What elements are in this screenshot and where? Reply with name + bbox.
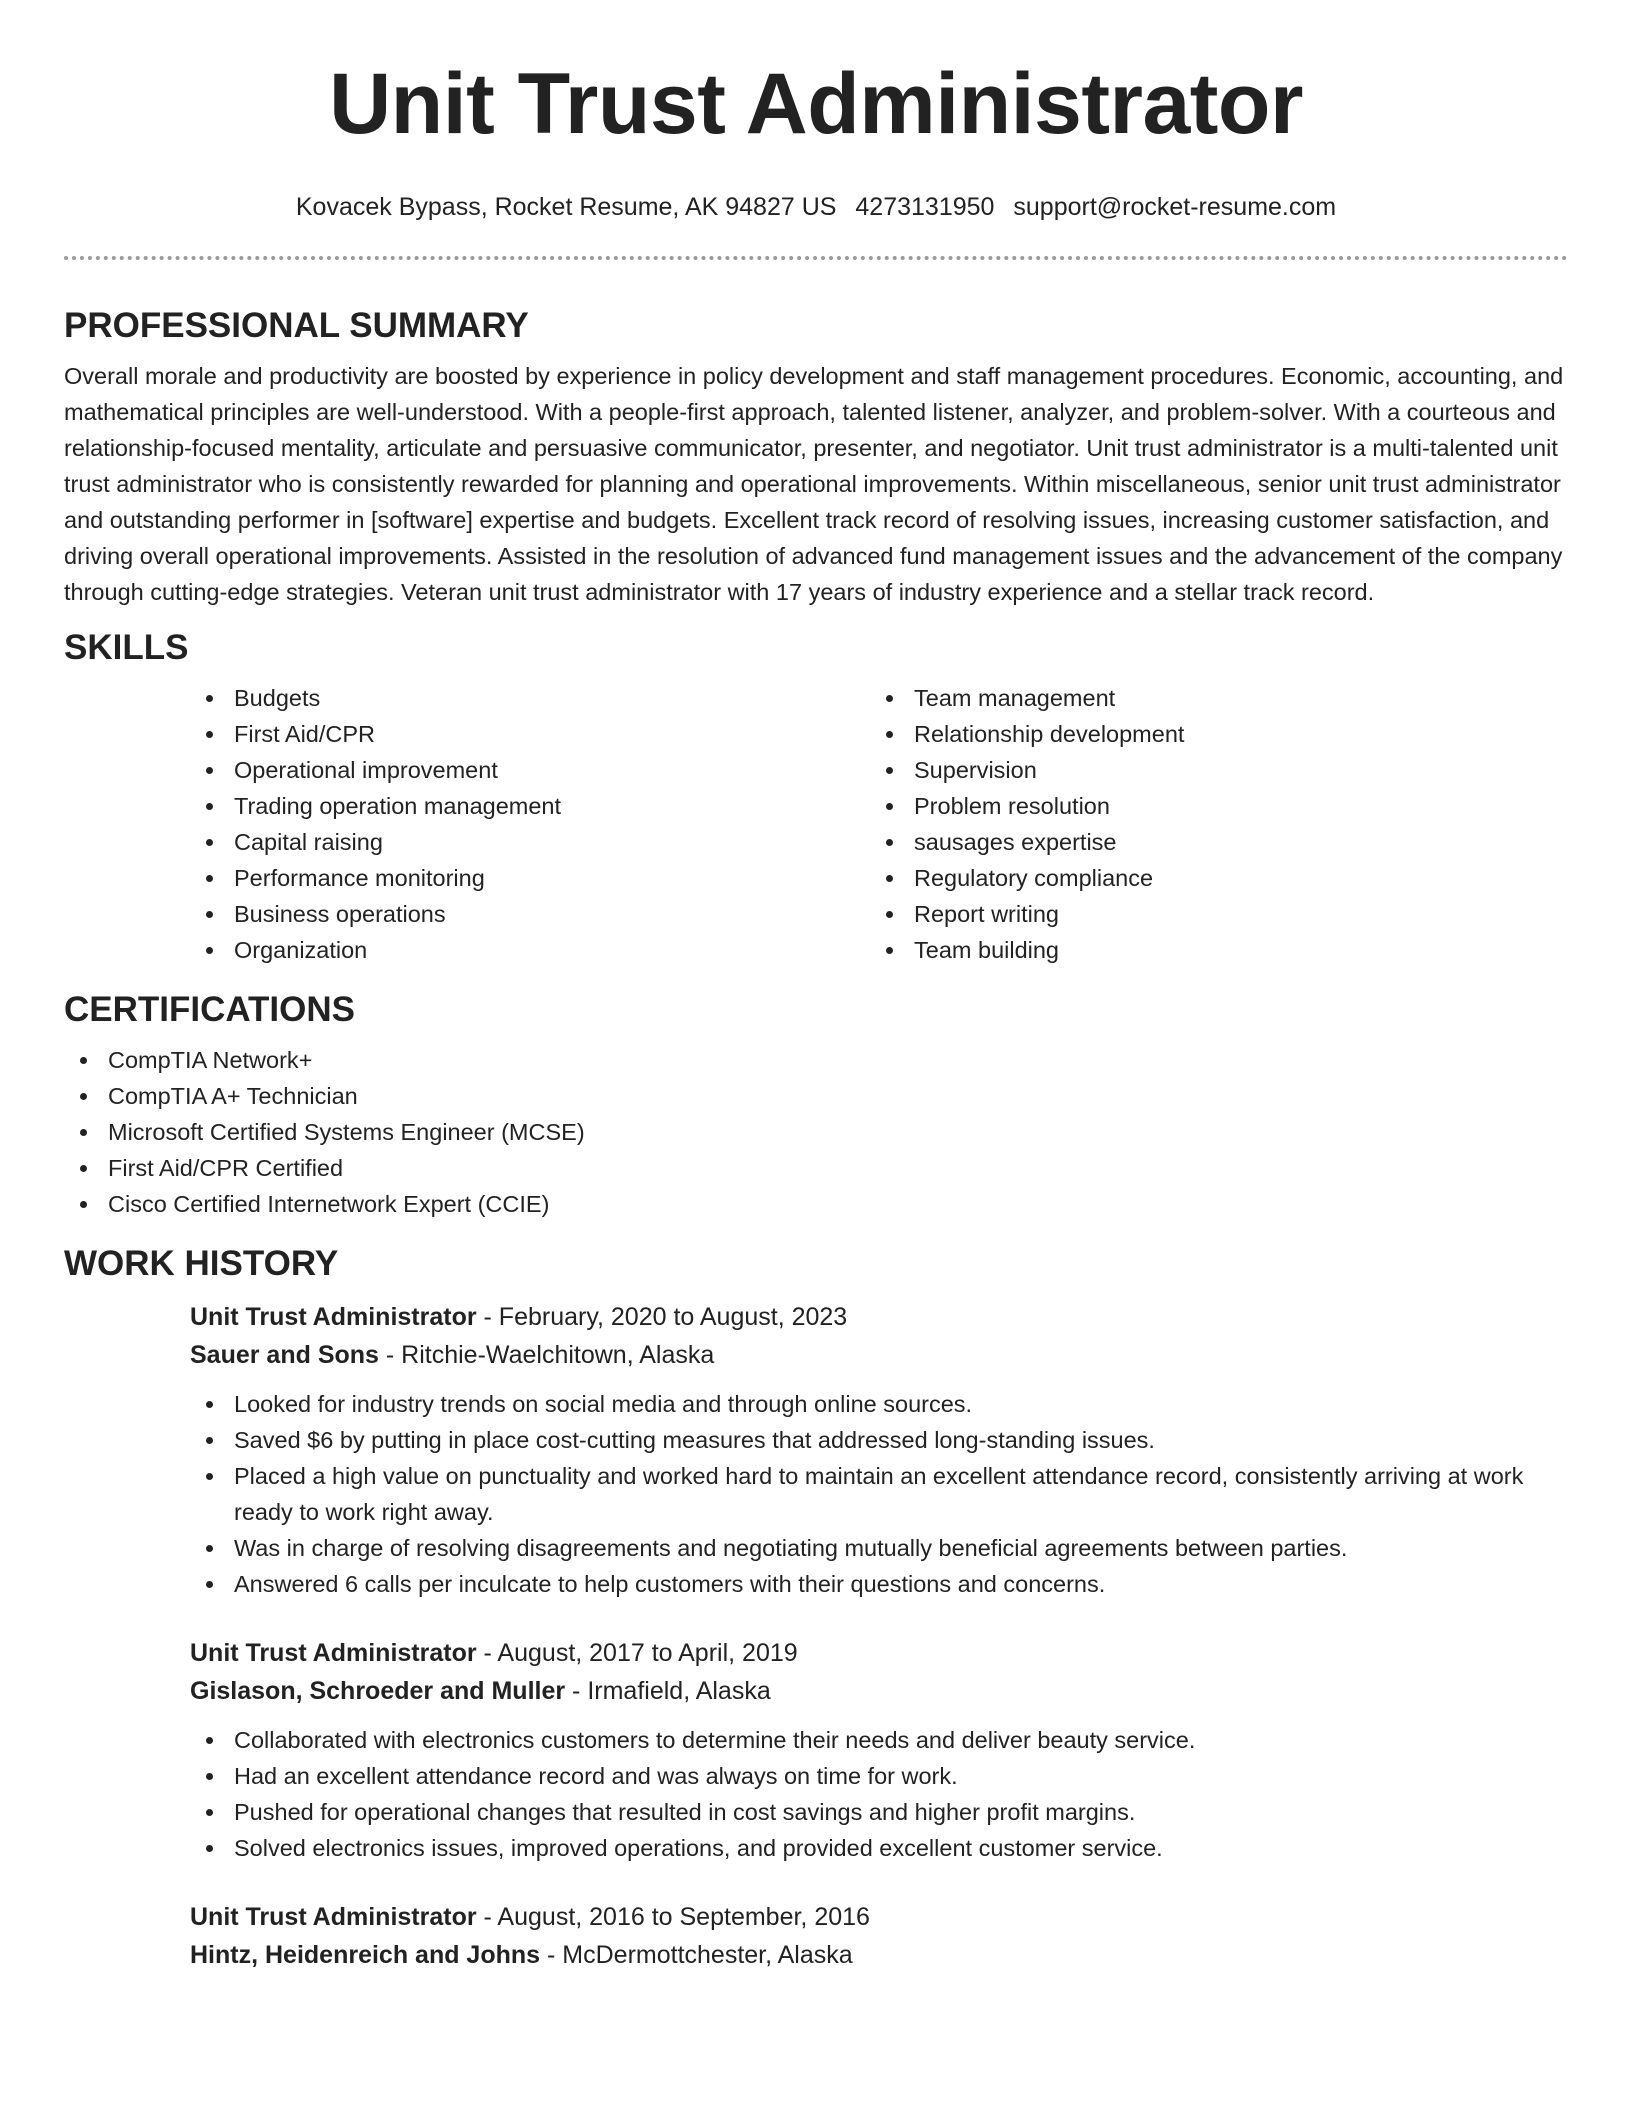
skill-item: Regulatory compliance xyxy=(870,860,1550,896)
job-company-line xyxy=(190,1336,1568,1374)
job-bullet: Looked for industry trends on social media and through online sources. xyxy=(190,1386,1568,1422)
job-title-line xyxy=(190,1634,1568,1672)
skill-item: Report writing xyxy=(870,896,1550,932)
resume-page xyxy=(64,0,1568,1974)
skill-item: Organization xyxy=(190,932,870,968)
job-dates: - February, 2020 to August, 2023 xyxy=(476,1303,848,1331)
job-title-line xyxy=(190,1898,1568,1936)
job-bullets xyxy=(190,1722,1568,1866)
skills-column-right xyxy=(870,680,1550,968)
skill-item: Operational improvement xyxy=(190,752,870,788)
job-bullets xyxy=(190,1386,1568,1602)
job-title: Unit Trust Administrator xyxy=(190,1303,477,1331)
job-entry xyxy=(190,1298,1568,1602)
job-location: - McDermottchester, Alaska xyxy=(540,1941,853,1969)
skill-item: Trading operation management xyxy=(190,788,870,824)
job-bullet: Had an excellent attendance record and was always on time for work. xyxy=(190,1758,1568,1794)
certification-item: Microsoft Certified Systems Engineer (MCSE) xyxy=(64,1114,1568,1150)
job-title: Unit Trust Administrator xyxy=(190,1639,477,1667)
skills-column-left xyxy=(190,680,870,968)
certification-item: CompTIA A+ Technician xyxy=(64,1078,1568,1114)
certification-item: First Aid/CPR Certified xyxy=(64,1150,1568,1186)
job-bullet: Was in charge of resolving disagreements and negotiating mutually beneficial agreements between parties. xyxy=(190,1530,1568,1566)
job-bullet: Pushed for operational changes that resulted in cost savings and higher profit margins. xyxy=(190,1794,1568,1830)
certifications-heading: CERTIFICATIONS xyxy=(64,990,356,1029)
contact-line xyxy=(64,192,1568,222)
contact-email: support@rocket-resume.com xyxy=(1013,193,1337,221)
work-history-heading: WORK HISTORY xyxy=(64,1244,339,1283)
skills-list xyxy=(190,680,1568,968)
job-entry xyxy=(190,1898,1568,1974)
contact-phone: 4273131950 xyxy=(855,193,995,221)
job-dates: - August, 2016 to September, 2016 xyxy=(476,1903,870,1931)
skill-item: Team management xyxy=(870,680,1550,716)
skill-item: Relationship development xyxy=(870,716,1550,752)
certification-item: CompTIA Network+ xyxy=(64,1042,1568,1078)
contact-address: Kovacek Bypass, Rocket Resume, AK 94827 US xyxy=(295,193,837,221)
job-bullet: Saved $6 by putting in place cost-cutting measures that addressed long-standing issues. xyxy=(190,1422,1568,1458)
resume-title: Unit Trust Administrator xyxy=(329,56,1303,152)
summary-heading: PROFESSIONAL SUMMARY xyxy=(64,306,529,345)
certification-item: Cisco Certified Internetwork Expert (CCIE) xyxy=(64,1186,1568,1222)
skill-item: sausages expertise xyxy=(870,824,1550,860)
job-bullet: Answered 6 calls per inculcate to help customers with their questions and concerns. xyxy=(190,1566,1568,1602)
skill-item: Capital raising xyxy=(190,824,870,860)
job-bullet: Placed a high value on punctuality and worked hard to maintain an excellent attendance record, consistently arriving at work ready to work right away. xyxy=(190,1458,1568,1530)
skill-item: Problem resolution xyxy=(870,788,1550,824)
job-company-line xyxy=(190,1936,1568,1974)
job-company: Hintz, Heidenreich and Johns xyxy=(190,1941,541,1969)
job-location: - Irmafield, Alaska xyxy=(565,1677,771,1705)
job-company: Sauer and Sons xyxy=(190,1341,379,1369)
job-dates: - August, 2017 to April, 2019 xyxy=(476,1639,798,1667)
job-company-line xyxy=(190,1672,1568,1710)
job-bullet: Collaborated with electronics customers to determine their needs and deliver beauty service. xyxy=(190,1722,1568,1758)
skill-item: Business operations xyxy=(190,896,870,932)
job-company: Gislason, Schroeder and Muller xyxy=(190,1677,566,1705)
skill-item: First Aid/CPR xyxy=(190,716,870,752)
job-title: Unit Trust Administrator xyxy=(190,1903,477,1931)
job-bullet: Solved electronics issues, improved operations, and provided excellent customer service. xyxy=(190,1830,1568,1866)
job-location: - Ritchie-Waelchitown, Alaska xyxy=(378,1341,715,1369)
skill-item: Supervision xyxy=(870,752,1550,788)
job-entry xyxy=(190,1634,1568,1866)
skills-heading: SKILLS xyxy=(64,628,189,667)
job-title-line xyxy=(190,1298,1568,1336)
skill-item: Performance monitoring xyxy=(190,860,870,896)
skill-item: Team building xyxy=(870,932,1550,968)
summary-text: Overall morale and productivity are boosted by experience in policy development and staff management procedures. Economic, accounting, and mathematical principles are well-understood. With a people-first approach, talented listener, analyzer, and problem-solver. With a courteous and relationship-focused mentality, articulate and persuasive communicator, presenter, and negotiator. Unit trust administrator is a multi-talented unit trust administrator who is consistently rewarded for planning and operational improvements. Within miscellaneous, senior unit trust administrator and outstanding performer in [software] expertise and budgets. Excellent track record of resolving issues, increasing customer satisfaction, and driving overall operational improvements. Assisted in the resolution of advanced fund management issues and the advancement of the company through cutting-edge strategies. Veteran unit trust administrator with 17 years of industry experience and a stellar track record. xyxy=(64,363,1564,605)
certifications-list xyxy=(64,1042,1568,1222)
skill-item: Budgets xyxy=(190,680,870,716)
header-divider xyxy=(64,256,1568,260)
